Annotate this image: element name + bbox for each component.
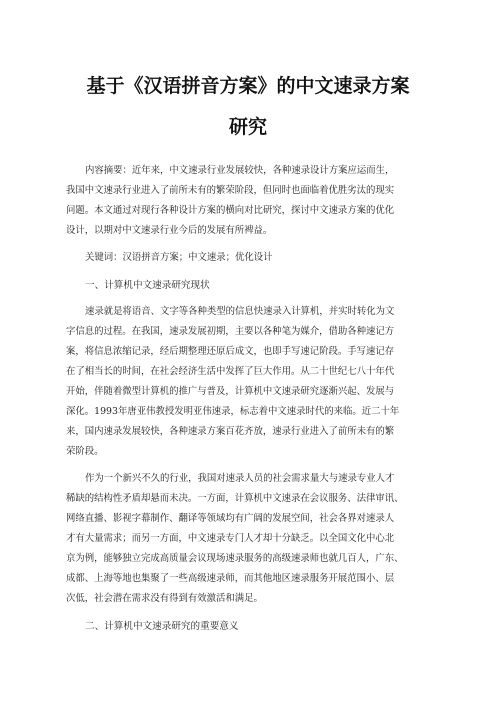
keywords: 关键词：汉语拼音方案；中文速录；优化设计 bbox=[85, 252, 273, 263]
paragraph-line: 次低，社会潜在需求没有得到有效激活和满足。 bbox=[66, 593, 263, 604]
paragraph-line: 开始，伴随着微型计算机的推广与普及，计算机中文速录研究逐渐兴起、发展与 bbox=[66, 386, 395, 397]
paragraph-line: 案，将信息浓缩记录，经后期整理还原后成文，也即手写速记阶段。手写速记存 bbox=[66, 346, 395, 357]
abstract-line: 设计，以期对中文速录行业今后的发展有所裨益。 bbox=[66, 225, 273, 236]
paragraph-line: 作为一个新兴不久的行业，我国对速录人员的社会需求量大与速录专业人才 bbox=[85, 473, 395, 484]
paragraph-line: 字信息的过程。在我国，速录发展初期，主要以各种笔为媒介，借助各种速记方 bbox=[66, 326, 395, 337]
paragraph-line: 京为例，能够独立完成高质量会议现场速录服务的高级速录师也就几百人，广东、 bbox=[66, 553, 404, 564]
paragraph-line: 在了相当长的时间，在社会经济生活中发挥了巨大作用。从二十世纪七八十年代 bbox=[66, 366, 395, 377]
paragraph-line: 深化。1993年唐亚伟教授发明亚伟速录，标志着中文速录时代的来临。近二十年 bbox=[66, 406, 400, 417]
document-title-line-2: 研究 bbox=[228, 116, 267, 138]
paragraph-line: 速录就是将语音、文字等各种类型的信息快速录入计算机，并实时转化为文 bbox=[85, 306, 395, 317]
paragraph-line: 稀缺的结构性矛盾却悬而未决。一方面，计算机中文速录在会议服务、法律审讯、 bbox=[66, 493, 404, 504]
section-heading-2: 二、计算机中文速录研究的重要意义 bbox=[85, 621, 239, 632]
paragraph-line: 成都、上海等地也集聚了一些高级速录师，而其他地区速录服务开展范围小、层 bbox=[66, 573, 395, 584]
paragraph-line: 才有大量需求；而另一方面，中文速录专门人才却十分缺乏。以全国文化中心北 bbox=[66, 533, 395, 544]
abstract-line: 内容摘要：近年来，中文速录行业发展较快，各种速录设计方案应运而生， bbox=[85, 165, 395, 176]
abstract-line: 我国中文速录行业进入了前所未有的繁荣阶段，但同时也面临着优胜劣汰的现实 bbox=[66, 185, 395, 196]
document-title-line-1: 基于《汉语拼音方案》的中文速录方案 bbox=[86, 75, 410, 97]
paragraph-line: 荣阶段。 bbox=[66, 446, 104, 457]
section-heading-1: 一、计算机中文速录研究现状 bbox=[85, 280, 210, 291]
paragraph-line: 网络直播、影视字幕制作、翻译等领域均有广阔的发展空间，社会各界对速录人 bbox=[66, 513, 395, 524]
paragraph-line: 来，国内速录发展较快，各种速录方案百花齐放，速录行业进入了前所未有的繁 bbox=[66, 426, 395, 437]
abstract-line: 问题。本文通过对现行各种设计方案的横向对比研究，探讨中文速录方案的优化 bbox=[66, 205, 395, 216]
